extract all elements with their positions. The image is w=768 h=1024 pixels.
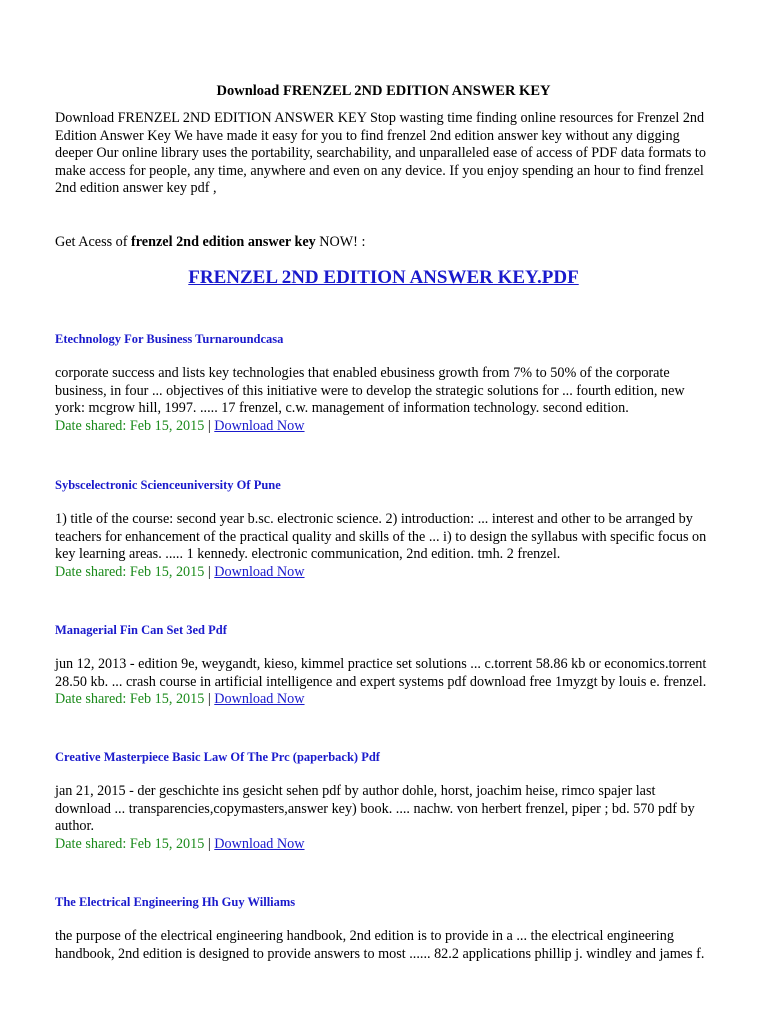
main-pdf-link[interactable]: FRENZEL 2ND EDITION ANSWER KEY.PDF [188, 267, 579, 288]
entry-title[interactable]: Etechnology For Business Turnaroundcasa [55, 332, 284, 346]
date-shared: Date shared: Feb 15, 2015 [55, 417, 208, 434]
meta-separator: | [207, 563, 211, 580]
entry-description: corporate success and lists key technologies that enabled ebusiness growth from 7% to 50% of the corporate business, in four ... objectives of this initiative were to develop the strategic solutions for ... fourth edition, new york: mcgrow hill, 1997. ..... 17 frenzel, c.w. management of information technology. second edition. [55, 365, 685, 416]
entry-item [55, 477, 712, 581]
entry-description: jun 12, 2013 - edition 9e, weygandt, kieso, kimmel practice set solutions ... c.torrent 58.86 kb or economics.torrent 28.50 kb. ... crash course in artificial intelligence and expert systems pdf download free 1myzgt by louis e. frenzel. [55, 656, 707, 690]
download-now-link[interactable]: Download Now [214, 563, 305, 580]
download-now-link[interactable]: Download Now [214, 691, 305, 707]
access-suffix: NOW! : [315, 234, 366, 250]
document-title: Download FRENZEL 2ND EDITION ANSWER KEY [216, 83, 551, 99]
entry-description: jan 21, 2015 - der geschichte ins gesicht sehen pdf by author dohle, horst, joachim heise, rimco spajer last download ... transparencies,copymasters,answer key) book. .... nachw. von herbert frenzel, piper ; bd. 570 pdf by author. [55, 783, 695, 834]
entry-meta [55, 418, 712, 436]
intro-paragraph: Download FRENZEL 2ND EDITION ANSWER KEY Stop wasting time finding online resources for Frenzel 2nd Edition Answer Key We have made it easy for you to find frenzel 2nd edition answer key without any digging deeper Our online library uses the portability, searchability, and unparalleled ease of access of PDF data formats to make access for people, any time, anywhere and even on any device. If you enjoy spending an hour to find frenzel 2nd edition answer key pdf , [55, 110, 706, 196]
entry-title[interactable]: Creative Masterpiece Basic Law Of The Prc (paperback) Pdf [55, 750, 380, 764]
entry-item [55, 894, 712, 963]
entry-item [55, 749, 712, 853]
entry-meta [55, 691, 712, 709]
date-shared: Date shared: Feb 15, 2015 [55, 563, 208, 580]
entry-item [55, 622, 712, 709]
access-prefix: Get Acess of [55, 234, 132, 250]
date-shared: Date shared: Feb 15, 2015 [55, 691, 208, 707]
entry-title[interactable]: Managerial Fin Can Set 3ed Pdf [55, 623, 227, 637]
meta-separator: | [207, 835, 211, 852]
entry-meta [55, 836, 712, 854]
entry-title[interactable]: Sybscelectronic Scienceuniversity Of Pune [55, 478, 281, 492]
entry-item [55, 331, 712, 435]
entry-description: the purpose of the electrical engineering handbook, 2nd edition is to provide in a ... the electrical engineering handbook, 2nd edition is designed to provide answers to most ...... 82.2 applications phillip j. windley and james f. [55, 928, 705, 962]
date-shared: Date shared: Feb 15, 2015 [55, 835, 208, 852]
access-line [55, 234, 712, 252]
entry-meta [55, 564, 712, 582]
meta-separator: | [207, 691, 211, 707]
entry-description: 1) title of the course: second year b.sc. electronic science. 2) introduction: ... interest and other to be arranged by teachers for enhancement of the practical quality and skills of the ... i) to design the syllabus with specific focus on key learning areas. ..... 1 kennedy. electronic communication, 2nd edition. tmh. 2 frenzel. [55, 511, 707, 562]
meta-separator: | [207, 417, 211, 434]
download-now-link[interactable]: Download Now [214, 417, 305, 434]
entry-title[interactable]: The Electrical Engineering Hh Guy Williams [55, 895, 296, 909]
download-now-link[interactable]: Download Now [214, 835, 305, 852]
access-keyword: frenzel 2nd edition answer key [131, 234, 316, 250]
